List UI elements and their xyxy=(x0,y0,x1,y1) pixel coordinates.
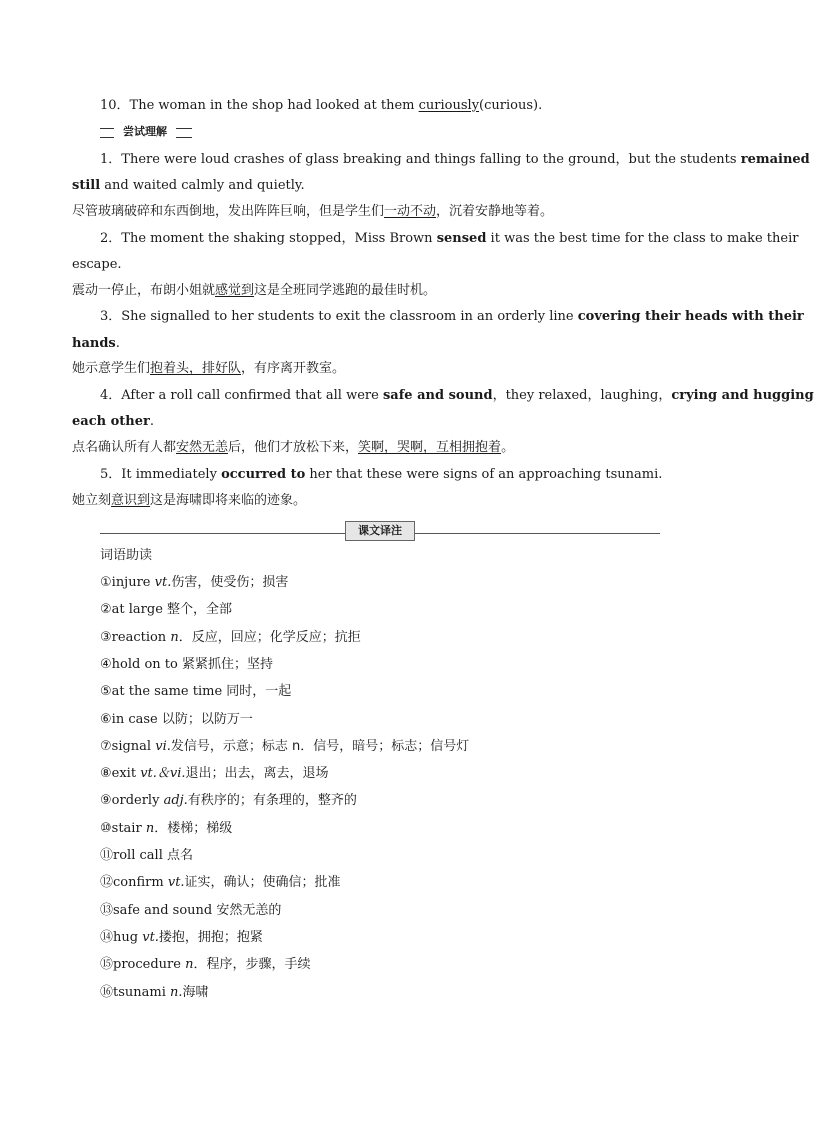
vocab-item xyxy=(100,929,263,946)
sentence-text: 2．The moment the shaking stopped，Miss Brown xyxy=(100,231,437,246)
vocab-number: ② xyxy=(100,602,112,618)
vocab-item xyxy=(100,711,253,728)
section-label-text-notes: 课文译注 xyxy=(345,521,415,541)
cn-text: ，有序离开教室。 xyxy=(241,361,346,376)
vocab-number: ① xyxy=(100,575,112,590)
cn-text: 。 xyxy=(501,440,515,455)
vocab-meaning: 安然无恙的 xyxy=(216,902,282,918)
vocab-word: stair xyxy=(111,820,146,836)
sentence-5-en xyxy=(72,466,722,483)
vocab-word: exit xyxy=(111,766,141,782)
vocab-meaning: 证实，确认；使确信；批准 xyxy=(184,875,341,891)
vocab-word: hold on to xyxy=(111,656,182,672)
vocab-item xyxy=(100,902,281,919)
sentence-text: . xyxy=(115,336,120,351)
vocab-word: tsunami xyxy=(113,984,171,1000)
vocab-meaning: 以防；以防万一 xyxy=(161,711,253,727)
cn-text: 这是海啸即将来临的迹象。 xyxy=(150,493,307,508)
cn-key: 安然无恙 xyxy=(176,440,229,455)
key-phrase: crying and hugging xyxy=(671,388,814,403)
vocab-word: signal xyxy=(111,738,156,754)
vocab-pos: vt. xyxy=(142,929,159,945)
cn-text: 尽管玻璃破碎和东西倒地，发出阵阵巨响，但是学生们 xyxy=(72,204,385,219)
banner-label: 尝试理解 xyxy=(114,123,176,140)
key-phrase: covering their heads with their xyxy=(577,309,804,324)
vocab-word: orderly xyxy=(111,793,164,809)
vocab-number: ⑮ xyxy=(100,957,114,973)
cn-key: 意识到 xyxy=(111,493,151,508)
section-banner-try-understand xyxy=(100,123,192,141)
key-phrase: remained xyxy=(740,152,810,167)
vocab-item xyxy=(100,629,361,646)
cn-text: 震动一停止，布朗小姐就 xyxy=(72,283,216,298)
sentence-3-cn xyxy=(72,360,722,377)
vocab-meaning: 有秩序的；有条理的，整齐的 xyxy=(187,793,357,809)
vocab-number: ⑥ xyxy=(100,711,112,727)
vocab-pos: vt. xyxy=(154,575,172,590)
vocab-item xyxy=(100,820,232,837)
sentence-text: 1．There were loud crashes of glass breaking and things falling to the ground，but the students xyxy=(100,152,741,167)
cn-text: 她示意学生们 xyxy=(72,361,151,376)
item-hint: (curious). xyxy=(479,98,543,113)
sentence-1-en-line1 xyxy=(72,151,810,168)
vocab-meaning: ．反应，回应；化学反应；抗拒 xyxy=(178,629,361,645)
vocab-word: in case xyxy=(111,711,162,727)
vocab-word: at large xyxy=(111,602,168,618)
vocab-meaning: 点名 xyxy=(166,848,193,863)
sentence-text: 5．It immediately xyxy=(100,467,222,482)
vocab-item xyxy=(100,738,469,755)
vocab-meaning: 整个，全部 xyxy=(167,602,233,618)
sentence-4-en-line1 xyxy=(72,387,814,404)
vocab-item xyxy=(100,792,357,809)
vocab-word: procedure xyxy=(113,957,186,973)
vocab-number: ③ xyxy=(100,629,112,645)
vocab-pos: vt. xyxy=(167,875,185,891)
sentence-4-cn xyxy=(72,439,722,456)
vocab-word: injure xyxy=(111,575,155,590)
sentence-4-en-line2 xyxy=(72,413,722,430)
sentence-text: it was the best time for the class to make their xyxy=(486,231,799,246)
vocab-word: roll call xyxy=(113,848,167,863)
key-phrase: occurred to xyxy=(221,467,306,482)
vocab-title: 词语助读 xyxy=(100,548,153,563)
sentence-2-cn xyxy=(72,282,722,299)
sentence-2-en-line1 xyxy=(72,230,799,247)
sentence-text: . xyxy=(149,414,154,429)
cn-key: 一动不动 xyxy=(384,204,437,219)
key-phrase: still xyxy=(72,178,101,193)
cn-key: 笑啊，哭啊，互相拥抱着 xyxy=(358,440,502,455)
vocab-number: ⑨ xyxy=(100,793,112,809)
vocab-number: ⑫ xyxy=(100,875,114,891)
vocab-item xyxy=(100,656,273,673)
sentence-1-cn xyxy=(72,203,722,220)
vocab-meaning: 紧紧抓住；坚持 xyxy=(181,656,273,672)
vocab-item xyxy=(100,984,209,1001)
sentence-3-en-line2 xyxy=(72,335,722,352)
vocab-pos: n xyxy=(145,820,155,836)
cn-key: 抱着头，排好队 xyxy=(150,361,242,376)
vocab-item xyxy=(100,765,329,782)
vocab-item xyxy=(100,574,288,591)
sentence-2-en-line2 xyxy=(72,256,722,273)
vocab-pos: n xyxy=(185,957,194,973)
vocab-number: ⑩ xyxy=(100,820,112,836)
vocab-item xyxy=(100,601,232,618)
cn-text: 点名确认所有人都 xyxy=(72,440,177,455)
vocab-number: ⑤ xyxy=(100,684,112,700)
vocab-number: ⑭ xyxy=(100,929,114,945)
vocab-meaning: 发信号，示意；标志 n．信号，暗号；标志；信号灯 xyxy=(170,738,470,754)
cn-text: ，沉着安静地等着。 xyxy=(436,204,554,219)
sentence-text: 3．She signalled to her students to exit the classroom in an orderly line xyxy=(100,309,578,324)
vocab-meaning: ．楼梯；梯级 xyxy=(154,820,233,836)
sentence-text: ，they relaxed，laughing， xyxy=(492,388,672,403)
vocab-pos: adj. xyxy=(163,793,188,809)
sentence-3-en-line1 xyxy=(72,308,804,325)
cn-text: 后，他们才放松下来， xyxy=(228,440,359,455)
item-text: 10．The woman in the shop had looked at them xyxy=(100,98,419,113)
sentence-text: escape. xyxy=(72,257,122,272)
vocab-meaning: ．程序，步骤，手续 xyxy=(193,957,311,973)
vocab-number: ④ xyxy=(100,656,112,672)
vocab-word: safe and sound xyxy=(113,902,217,918)
cn-text: 她立刻 xyxy=(72,493,112,508)
item-answer: curiously xyxy=(418,98,480,113)
vocab-word: at the same time xyxy=(111,684,227,700)
vocab-item xyxy=(100,847,193,864)
sentence-text: 4．After a roll call confirmed that all were xyxy=(100,388,383,403)
key-phrase: sensed xyxy=(436,231,487,246)
vocab-pos: n. xyxy=(170,984,183,1000)
sentence-text: and waited calmly and quietly. xyxy=(100,178,305,193)
vocab-number: ⑪ xyxy=(100,848,114,863)
vocab-word: confirm xyxy=(113,875,168,891)
vocab-item xyxy=(100,956,310,973)
exercise-item-10 xyxy=(100,97,750,114)
vocab-meaning: 同时，一起 xyxy=(226,684,292,700)
vocab-word: reaction xyxy=(111,629,171,645)
vocab-pos: n xyxy=(170,629,179,645)
vocab-meaning: 搂抱，拥抱；抱紧 xyxy=(158,929,263,945)
vocab-number: ⑯ xyxy=(100,984,114,1000)
key-phrase: safe and sound xyxy=(382,388,493,403)
cn-text: 这是全班同学逃跑的最佳时机。 xyxy=(254,283,437,298)
sentence-5-cn xyxy=(72,492,722,509)
cn-key: 感觉到 xyxy=(215,283,255,298)
vocab-item xyxy=(100,874,341,891)
vocab-meaning: 海啸 xyxy=(182,984,209,1000)
vocab-number: ⑬ xyxy=(100,902,114,918)
vocab-number: ⑧ xyxy=(100,766,112,782)
vocab-word: hug xyxy=(113,929,143,945)
vocab-pos: vi. xyxy=(155,738,171,754)
vocab-meaning: 退出；出去，离去，退场 xyxy=(185,766,329,782)
sentence-1-en-line2 xyxy=(72,177,722,194)
key-phrase: hands xyxy=(72,336,116,351)
vocab-number: ⑦ xyxy=(100,738,112,754)
vocab-meaning: 伤害，使受伤；损害 xyxy=(171,575,289,590)
sentence-text: her that these were signs of an approaching tsunami. xyxy=(305,467,663,482)
vocab-pos: vt.＆vi. xyxy=(140,766,186,782)
vocab-item xyxy=(100,683,291,700)
key-phrase: each other xyxy=(72,414,150,429)
